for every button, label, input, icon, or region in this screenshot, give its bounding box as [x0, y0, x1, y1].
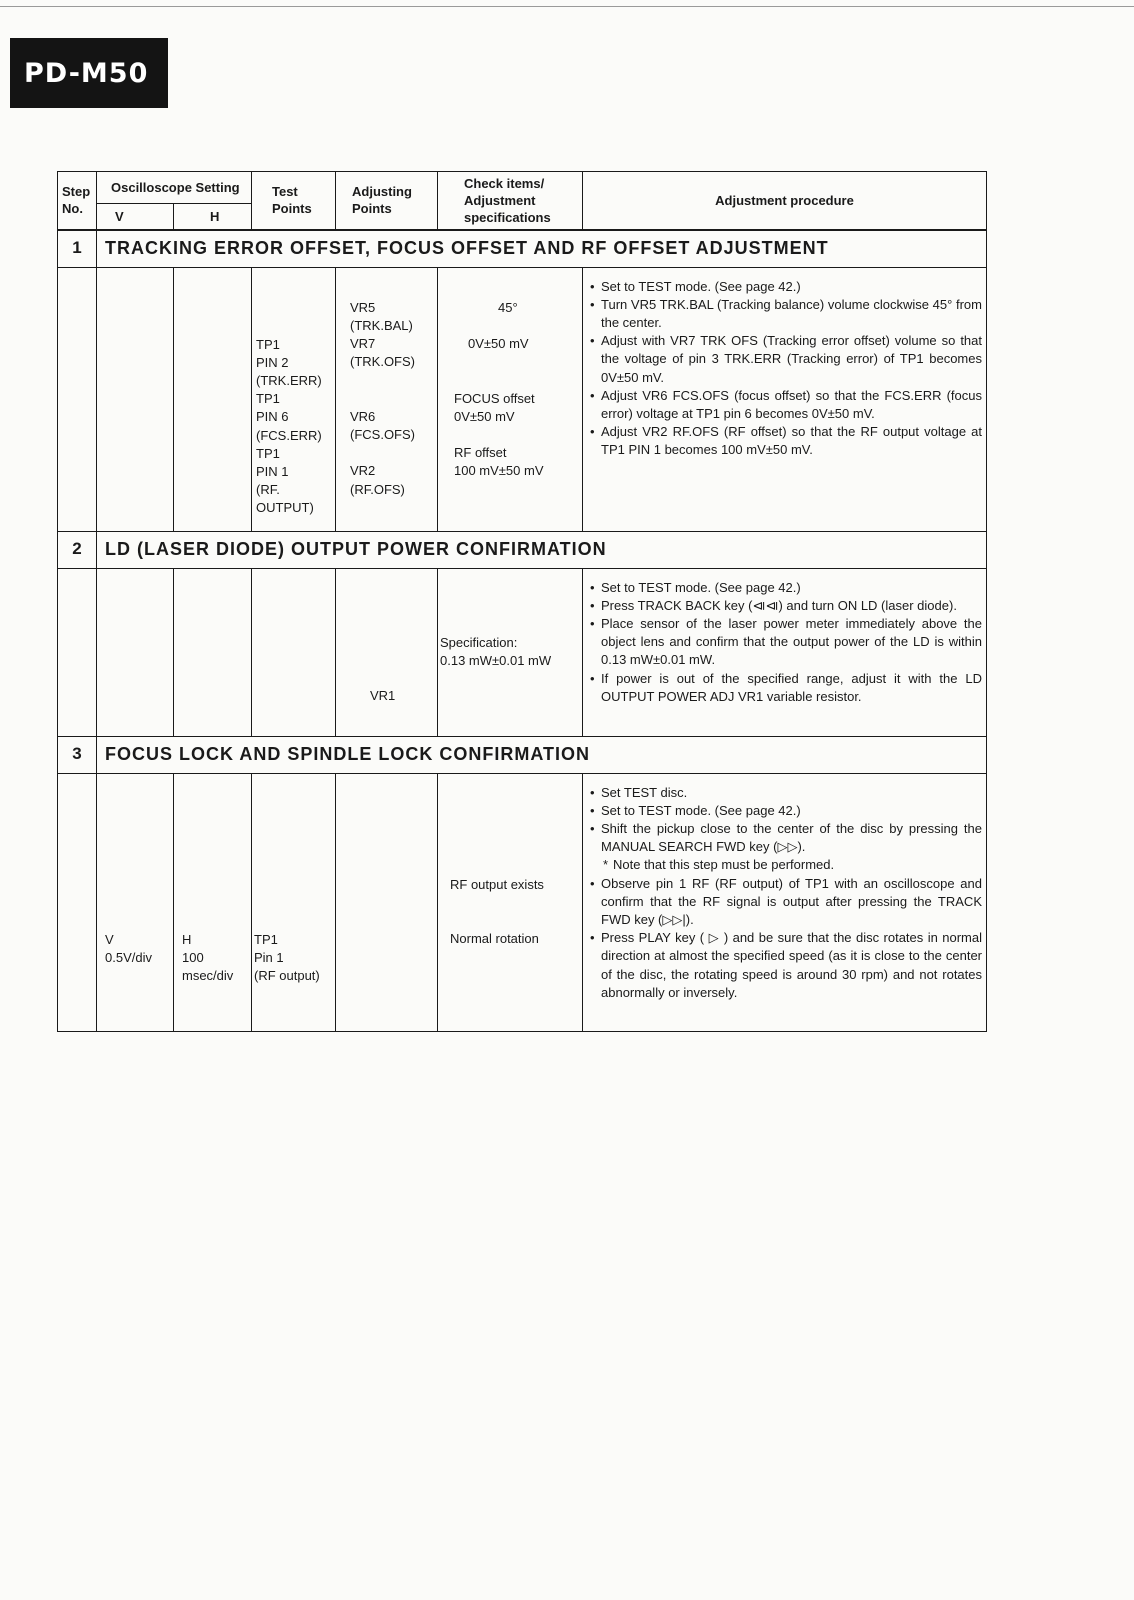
procedure-note: * Note that this step must be performed.: [587, 856, 982, 874]
header-test-points: Test Points: [252, 172, 336, 230]
top-rule: [0, 6, 1134, 7]
header-h: H: [174, 204, 252, 230]
procedure-item: • Set TEST disc.: [587, 784, 982, 802]
header-procedure: Adjustment procedure: [583, 172, 987, 230]
test-points-cell: TP1 PIN 2 (TRK.ERR) TP1 PIN 6 (FCS.ERR) TP1 PIN 1 (RF. OUTPUT): [252, 267, 336, 531]
procedure-item: • Set to TEST mode. (See page 42.): [587, 802, 982, 820]
model-badge: PD-M50: [10, 38, 168, 108]
step-title: LD (LASER DIODE) OUTPUT POWER CONFIRMATION: [97, 531, 987, 568]
procedure-cell: [583, 773, 987, 1031]
procedure-item: • Adjust with VR7 TRK OFS (Tracking error offset) volume so that the voltage of pin 3 TRK.ERR (Tracking error) of TP1 becomes 0V±50 mV.: [587, 332, 982, 387]
osc-v-cell: V 0.5V/div: [97, 773, 174, 1031]
procedure-item: • Press PLAY key ( ▷ ) and be sure that the disc rotates in normal direction at almost the specified speed (as it is close to the center of the disc, the rotating speed is around 30 rpm) and not rotates abnormally or inversely.: [587, 929, 982, 1002]
check-items-cell: RF output exists Normal rotation: [438, 773, 583, 1031]
header-v: V: [97, 204, 174, 230]
header-oscilloscope: Oscilloscope Setting: [97, 172, 252, 204]
procedure-item: • Observe pin 1 RF (RF output) of TP1 with an oscilloscope and confirm that the RF signal is output after pressing the TRACK FWD key (▷▷|).: [587, 875, 982, 930]
step-number: 3: [58, 736, 97, 773]
step-number: 1: [58, 230, 97, 268]
step-number: 2: [58, 531, 97, 568]
procedure-item: • Adjust VR2 RF.OFS (RF offset) so that the RF output voltage at TP1 PIN 1 becomes 100 mV±50 mV.: [587, 423, 982, 459]
check-items-cell: Specification: 0.13 mW±0.01 mW: [438, 568, 583, 736]
osc-h-cell: H 100 msec/div: [174, 773, 252, 1031]
header-adjusting-points: Adjusting Points: [336, 172, 438, 230]
procedure-item: • Adjust VR6 FCS.OFS (focus offset) so that the FCS.ERR (focus error) voltage at TP1 pin 6 becomes 0V±50 mV.: [587, 387, 982, 423]
test-points-cell: TP1 Pin 1 (RF output): [252, 773, 336, 1031]
procedure-cell: [583, 267, 987, 531]
procedure-item: • Turn VR5 TRK.BAL (Tracking balance) volume clockwise 45° from the center.: [587, 296, 982, 332]
adjusting-points-cell: VR1: [336, 568, 438, 736]
procedure-item: • Shift the pickup close to the center of the disc by pressing the MANUAL SEARCH FWD key (▷▷).: [587, 820, 982, 856]
step-title: TRACKING ERROR OFFSET, FOCUS OFFSET AND RF OFFSET ADJUSTMENT: [97, 230, 987, 268]
procedure-item: • Place sensor of the laser power meter immediately above the object lens and confirm that the output power of the LD is within 0.13 mW±0.01 mW.: [587, 615, 982, 670]
procedure-item: • Set to TEST mode. (See page 42.): [587, 278, 982, 296]
procedure-item: • Press TRACK BACK key (⧏⧏) and turn ON LD (laser diode).: [587, 597, 982, 615]
step-title: FOCUS LOCK AND SPINDLE LOCK CONFIRMATION: [97, 736, 987, 773]
header-step: Step No.: [58, 172, 97, 230]
procedure-item: • If power is out of the specified range, adjust it with the LD OUTPUT POWER ADJ VR1 variable resistor.: [587, 670, 982, 706]
procedure-cell: [583, 568, 987, 736]
adjusting-points-cell: VR5 (TRK.BAL) VR7 (TRK.OFS) VR6 (FCS.OFS) VR2 (RF.OFS): [336, 267, 438, 531]
procedure-item: • Set to TEST mode. (See page 42.): [587, 579, 982, 597]
adjustment-table: [57, 171, 987, 1032]
check-items-cell: 45° 0V±50 mV FOCUS offset 0V±50 mV RF offset 100 mV±50 mV: [438, 267, 583, 531]
header-check-items: Check items/ Adjustment specifications: [438, 172, 583, 230]
